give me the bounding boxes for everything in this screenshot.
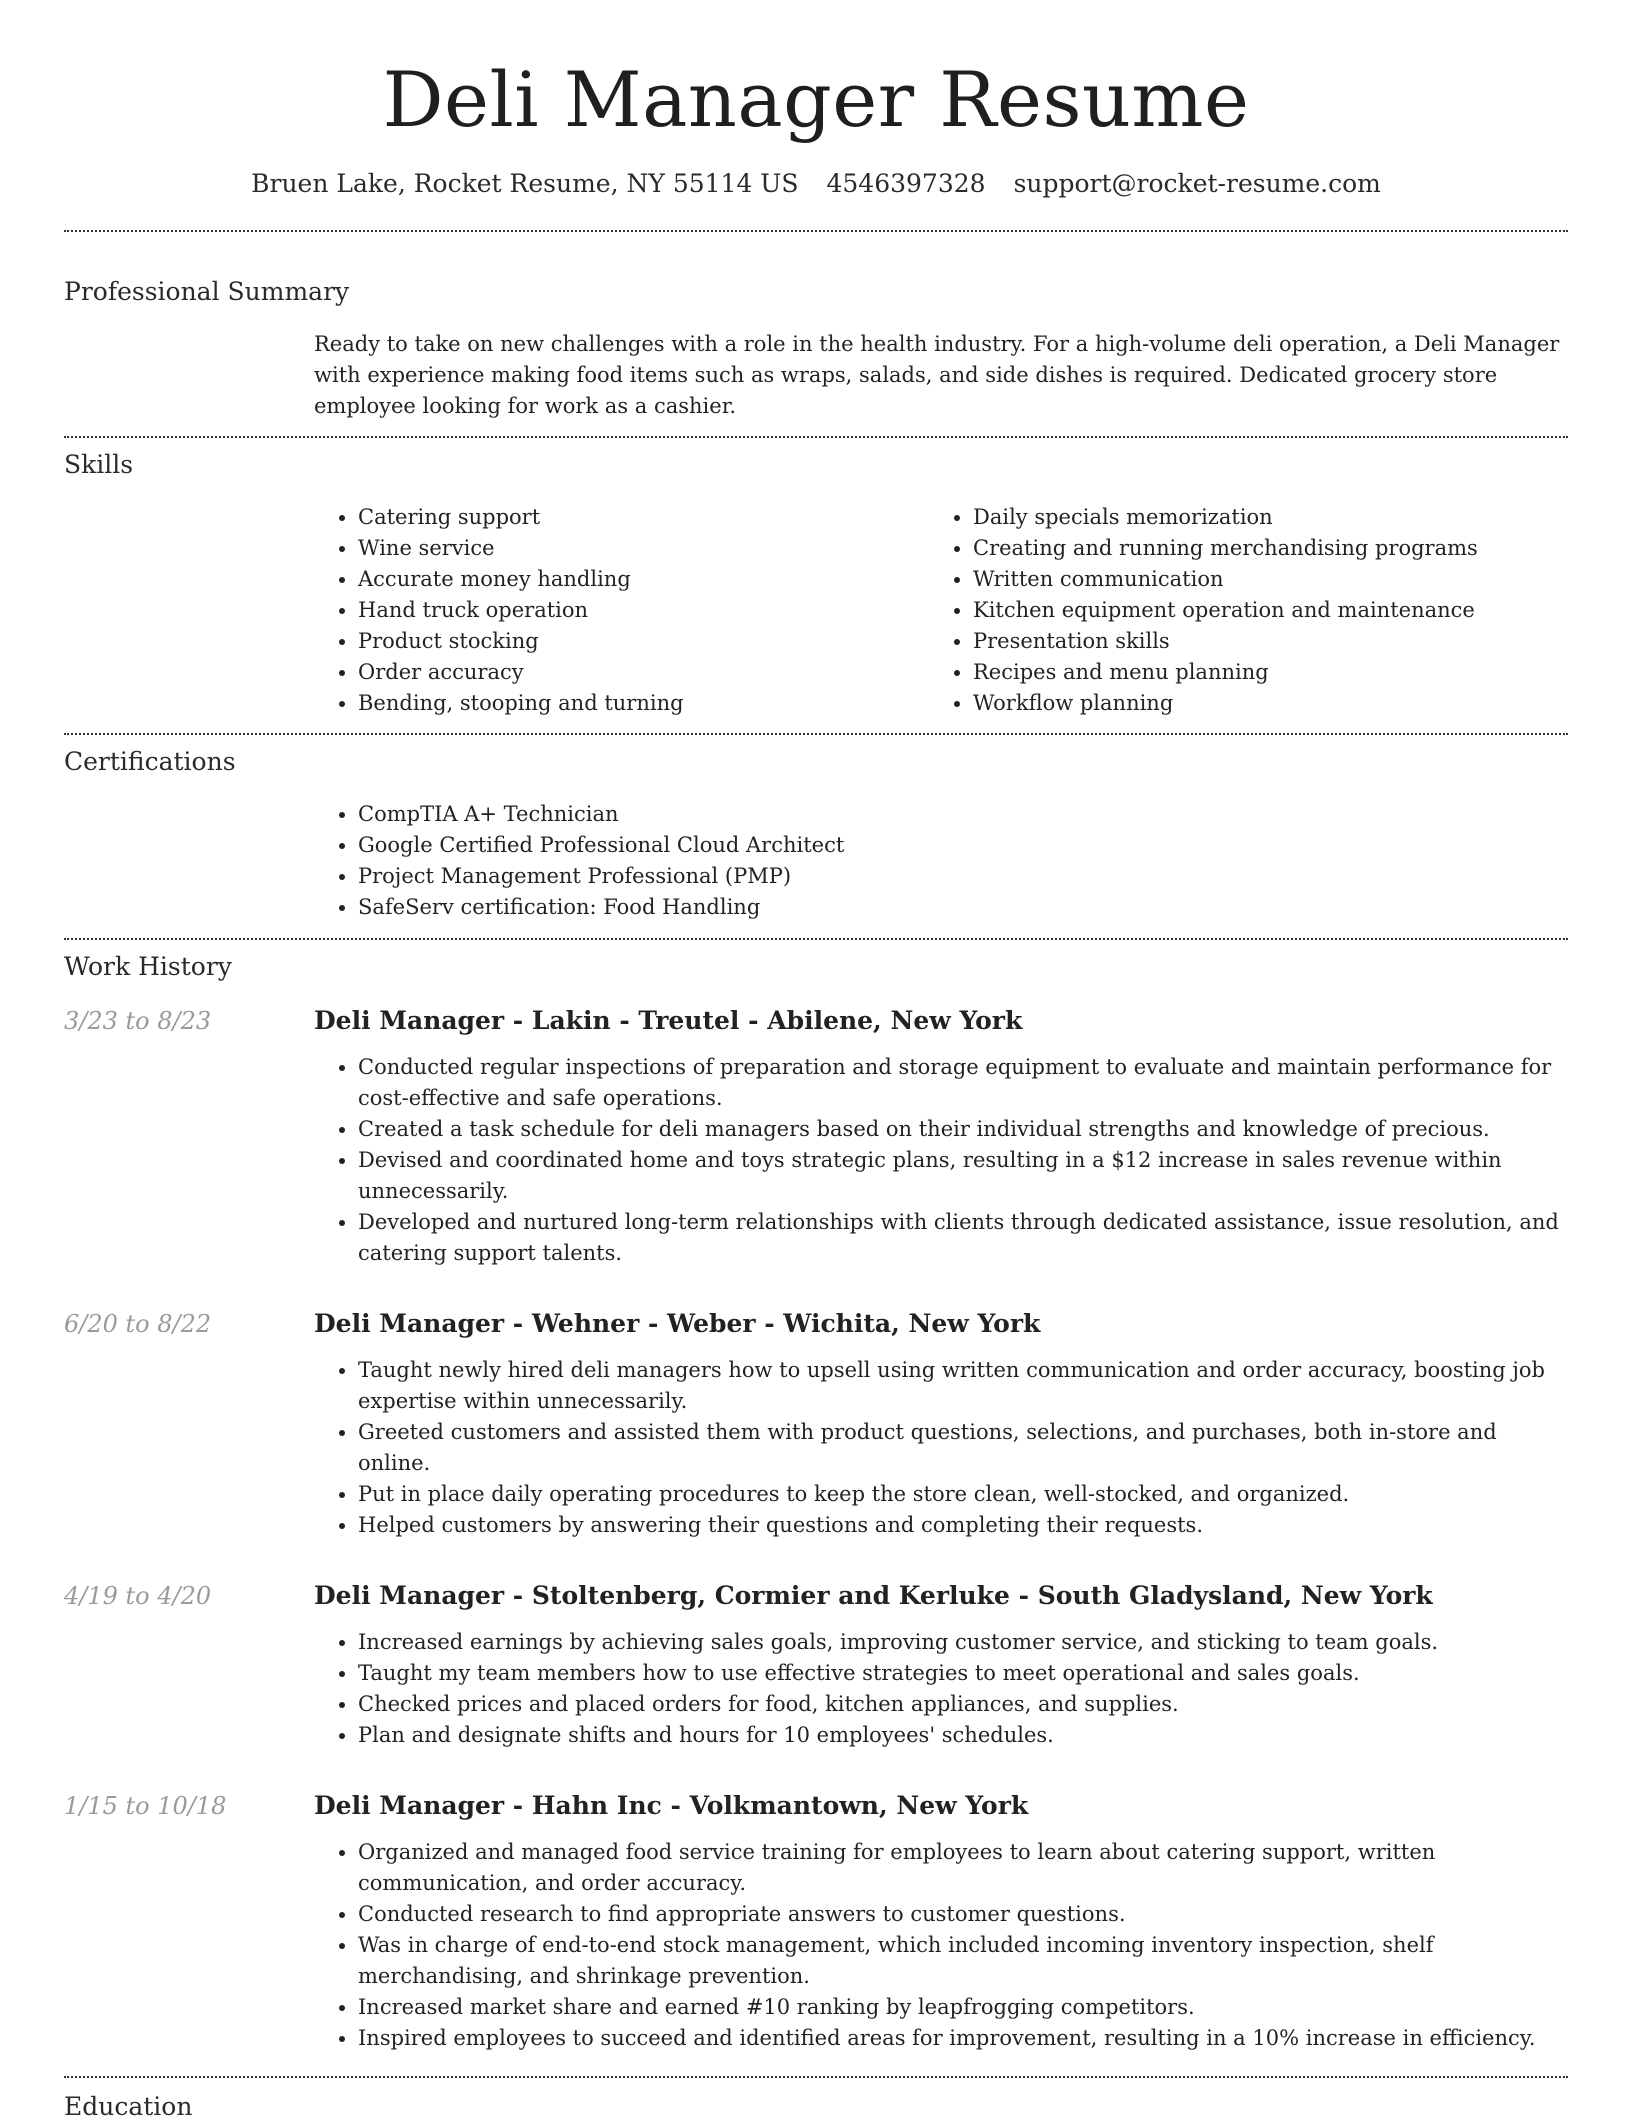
job-title: Deli Manager - Stoltenberg, Cormier and Kerluke - South Gladysland, New York — [314, 1581, 1433, 1610]
contact-line — [64, 166, 1568, 210]
job-bullet: • Plan and designate shifts and hours for 10 employees' schedules. — [358, 1720, 1568, 1751]
job-dates: 3/23 to 8/23 — [64, 1007, 212, 1035]
work-heading: Work History — [64, 952, 232, 981]
job-entry — [64, 1579, 1568, 1751]
skill-item: • Product stocking — [358, 626, 929, 657]
job-bullet: • Inspired employees to succeed and identified areas for improvement, resulting in a 10% increase in efficiency. — [358, 2023, 1568, 2054]
skill-item: • Kitchen equipment operation and maintenance — [973, 595, 1544, 626]
skill-item: • Recipes and menu planning — [973, 657, 1544, 688]
education-heading: Education — [64, 2092, 193, 2121]
skill-item: • Daily specials memorization — [973, 502, 1544, 533]
skill-item: • Bending, stooping and turning — [358, 688, 929, 719]
job-title: Deli Manager - Wehner - Weber - Wichita, New York — [314, 1309, 1041, 1338]
job-title: Deli Manager - Hahn Inc - Volkmantown, New York — [314, 1791, 1029, 1820]
job-bullet: • Increased earnings by achieving sales goals, improving customer service, and sticking to team goals. — [358, 1627, 1568, 1658]
job-entry — [64, 1307, 1568, 1541]
contact-phone: 4546397328 — [826, 169, 986, 198]
skills-column-left — [314, 502, 929, 719]
skill-item: • Workflow planning — [973, 688, 1544, 719]
job-dates: 1/15 to 10/18 — [64, 1792, 227, 1820]
skill-item: • Written communication — [973, 564, 1544, 595]
job-dates: 4/19 to 4/20 — [64, 1582, 212, 1610]
job-bullet: • Increased market share and earned #10 ranking by leapfrogging competitors. — [358, 1992, 1568, 2023]
skill-item: • Creating and running merchandising programs — [973, 533, 1544, 564]
job-bullet: • Conducted research to find appropriate answers to customer questions. — [358, 1899, 1568, 1930]
skill-item: • Accurate money handling — [358, 564, 929, 595]
skill-item: • Hand truck operation — [358, 595, 929, 626]
job-bullets — [314, 1355, 1568, 1541]
skill-item: • Wine service — [358, 533, 929, 564]
job-bullet: • Devised and coordinated home and toys strategic plans, resulting in a $12 increase in sales revenue within unnecessarily. — [358, 1145, 1568, 1207]
skill-item: • Presentation skills — [973, 626, 1544, 657]
education-section — [64, 2078, 1568, 2124]
job-entry — [64, 1004, 1568, 1269]
skills-list-right — [929, 502, 1544, 719]
job-bullets — [314, 1627, 1568, 1751]
job-bullet: • Created a task schedule for deli managers based on their individual strengths and knowledge of precious. — [358, 1114, 1568, 1145]
job-bullets — [314, 1052, 1568, 1269]
contact-email: support@rocket-resume.com — [1013, 169, 1381, 198]
job-body — [314, 1789, 1568, 2054]
certifications-list — [314, 799, 1568, 923]
skills-column-right — [929, 502, 1544, 719]
certification-item: • Google Certified Professional Cloud Architect — [358, 830, 1568, 861]
skills-heading: Skills — [64, 450, 134, 479]
certification-item: • SafeServ certification: Food Handling — [358, 892, 1568, 923]
skills-content — [314, 502, 1568, 719]
job-bullet: • Greeted customers and assisted them with product questions, selections, and purchases, both in-store and online. — [358, 1417, 1568, 1479]
job-body — [314, 1579, 1568, 1751]
job-title: Deli Manager - Lakin - Treutel - Abilene, New York — [314, 1006, 1023, 1035]
summary-content — [314, 329, 1568, 422]
certifications-content — [314, 799, 1568, 923]
job-entry — [64, 1789, 1568, 2054]
job-bullet: • Put in place daily operating procedures to keep the store clean, well-stocked, and organized. — [358, 1479, 1568, 1510]
job-bullet: • Taught newly hired deli managers how to upsell using written communication and order accuracy, boosting job expertise within unnecessarily. — [358, 1355, 1568, 1417]
job-bullet: • Was in charge of end-to-end stock management, which included incoming inventory inspection, shelf merchandising, and shrinkage prevention. — [358, 1930, 1568, 1992]
job-bullet: • Taught my team members how to use effective strategies to meet operational and sales goals. — [358, 1658, 1568, 1689]
certifications-section — [64, 735, 1568, 923]
job-dates: 6/20 to 8/22 — [64, 1310, 212, 1338]
job-bullets — [314, 1837, 1568, 2054]
summary-section — [64, 232, 1568, 422]
job-bullet: • Conducted regular inspections of preparation and storage equipment to evaluate and maintain performance for cost-effective and safe operations. — [358, 1052, 1568, 1114]
certifications-heading: Certifications — [64, 747, 236, 776]
job-body — [314, 1004, 1568, 1269]
job-bullet: • Organized and managed food service training for employees to learn about catering support, written communication, and order accuracy. — [358, 1837, 1568, 1899]
skills-list-left — [314, 502, 929, 719]
contact-address: Bruen Lake, Rocket Resume, NY 55114 US — [251, 169, 799, 198]
resume-page — [64, 0, 1568, 2124]
certification-item: • Project Management Professional (PMP) — [358, 861, 1568, 892]
job-bullet: • Helped customers by answering their questions and completing their requests. — [358, 1510, 1568, 1541]
summary-heading: Professional Summary — [64, 277, 350, 306]
certification-item: • CompTIA A+ Technician — [358, 799, 1568, 830]
skills-section — [64, 438, 1568, 719]
job-body — [314, 1307, 1568, 1541]
jobs-container — [64, 1004, 1568, 2054]
summary-text: Ready to take on new challenges with a role in the health industry. For a high-volume deli operation, a Deli Manager with experience making food items such as wraps, salads, and side dishes is required. Dedicated grocery store employee looking for work as a cashier. — [314, 332, 1560, 418]
skill-item: • Order accuracy — [358, 657, 929, 688]
work-section — [64, 940, 1568, 2054]
resume-title: Deli Manager Resume — [382, 55, 1250, 144]
skill-item: • Catering support — [358, 502, 929, 533]
job-bullet: • Developed and nurtured long-term relationships with clients through dedicated assistance, issue resolution, and catering support talents. — [358, 1207, 1568, 1269]
job-bullet: • Checked prices and placed orders for food, kitchen appliances, and supplies. — [358, 1689, 1568, 1720]
